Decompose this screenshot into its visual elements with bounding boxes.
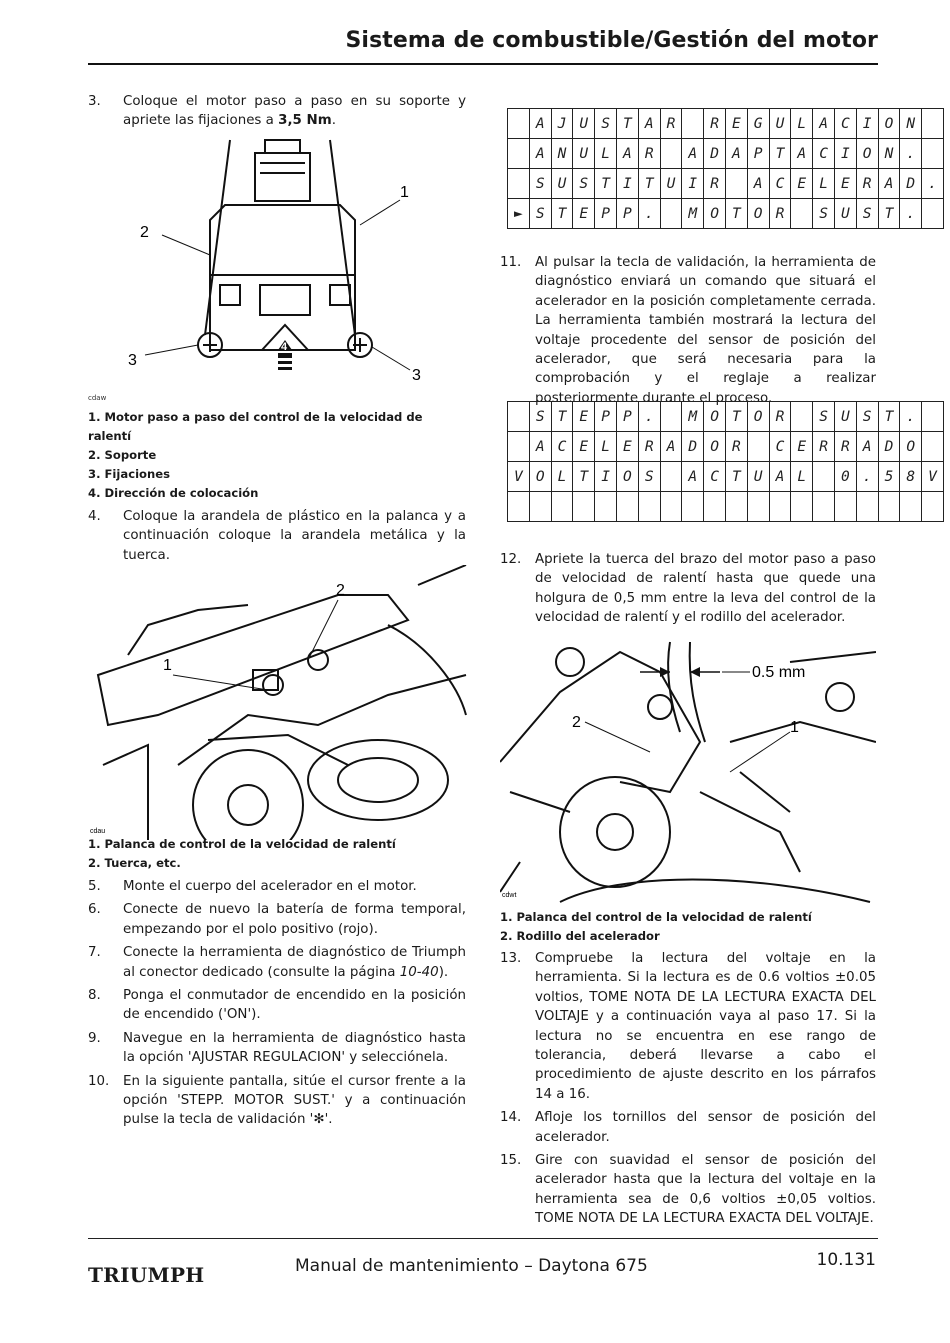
lcd-cell: 0 [834, 462, 856, 492]
lcd-cell [813, 462, 835, 492]
lcd-cell: L [595, 432, 617, 462]
lcd-cell: O [704, 432, 726, 462]
diagnostic-display-voltage [507, 401, 944, 522]
fig2-caption-block [88, 835, 466, 873]
lcd-cell: O [747, 199, 769, 229]
lcd-cell: J [551, 109, 573, 139]
lcd-cell: L [791, 109, 813, 139]
caption-item: 1. Motor paso a paso del control de la velocidad de ralentí [88, 410, 423, 443]
lcd-cell: D [878, 432, 900, 462]
lcd-cell: N [878, 139, 900, 169]
idle-lever-figure [88, 565, 468, 840]
lcd-cell [616, 492, 638, 522]
diagnostic-display-menu [507, 108, 944, 229]
lcd-cell: I [616, 169, 638, 199]
lcd-cell: P [595, 199, 617, 229]
step-14: 14. Afloje los tornillos del sensor de posición del acelerador. [500, 1110, 876, 1145]
lcd-cell: I [595, 462, 617, 492]
lcd-cell: S [595, 109, 617, 139]
lcd-cell [834, 492, 856, 522]
lcd-cell [791, 402, 813, 432]
lcd-cell [922, 492, 944, 522]
caption-item: 2. Rodillo del acelerador [500, 929, 660, 943]
lcd-cell: D [704, 139, 726, 169]
step-9: 9. Navegue en la herramienta de diagnóstico hasta la opción 'AJUSTAR REGULACION' y selecciónela. [88, 1030, 466, 1066]
lcd-cell: A [660, 432, 682, 462]
caption-item: 4. Dirección de colocación [88, 486, 259, 500]
lcd-cell: 8 [900, 462, 922, 492]
step-6: 6. Conecte de nuevo la batería de forma temporal, empezando por el polo positivo (rojo). [88, 902, 466, 937]
lcd-row [508, 139, 944, 169]
lcd-cell: P [747, 139, 769, 169]
fig1-caption-block [88, 394, 466, 565]
lcd-cell: P [616, 199, 638, 229]
lcd-cell: C [813, 139, 835, 169]
lcd-cell: V [922, 462, 944, 492]
lcd-cell [660, 462, 682, 492]
lcd-cell: T [638, 169, 660, 199]
lcd-cell [813, 492, 835, 522]
lcd-cell [922, 432, 944, 462]
lcd-cell: V [508, 462, 530, 492]
gap-label: 0.5 mm [752, 664, 806, 681]
lcd-cell: I [834, 139, 856, 169]
lcd-row [508, 492, 944, 522]
callout-1: 1 [163, 657, 172, 674]
lcd-cell: R [704, 109, 726, 139]
step-10: 10. En la siguiente pantalla, sitúe el cursor frente a la opción 'STEPP. MOTOR SUST.' y a continuación pulse la tecla de validación '✻'. [88, 1073, 466, 1128]
lcd-cell [856, 492, 878, 522]
lcd-cell: E [725, 109, 747, 139]
lcd-cell: S [573, 169, 595, 199]
lcd-cell: T [551, 402, 573, 432]
lcd-cell: A [682, 139, 704, 169]
lcd-cell [551, 492, 573, 522]
lcd-row [508, 432, 944, 462]
lcd-cell: A [769, 462, 791, 492]
lcd-cell: T [769, 139, 791, 169]
lcd-row [508, 169, 944, 199]
lcd-cell: I [682, 169, 704, 199]
lcd-cell: R [638, 139, 660, 169]
lcd-cell [660, 492, 682, 522]
lcd-cell [747, 492, 769, 522]
lcd-cell: D [900, 169, 922, 199]
lcd-cell: S [638, 462, 660, 492]
lcd-cell: A [529, 432, 551, 462]
lcd-cell [660, 402, 682, 432]
lcd-cell: L [595, 139, 617, 169]
lcd-cell [660, 199, 682, 229]
lcd-cell: . [922, 169, 944, 199]
lcd-cell [791, 492, 813, 522]
brand-logo: TRIUMPH [88, 1263, 205, 1287]
lcd-cell: . [900, 402, 922, 432]
lcd-cell: U [551, 169, 573, 199]
lcd-cell: U [573, 139, 595, 169]
step-3 [88, 92, 466, 131]
lcd-cell: E [616, 432, 638, 462]
callout-2: 2 [572, 714, 581, 731]
lcd-cell: . [856, 462, 878, 492]
header-rule [88, 63, 878, 65]
lcd-cell [900, 492, 922, 522]
idle-gap-figure [500, 632, 876, 907]
lcd-cell: R [813, 432, 835, 462]
step-text: Coloque el motor paso a paso en su soporte y apriete las fijaciones a 3,5 Nm. [123, 94, 466, 129]
stepper-motor-figure [120, 135, 440, 395]
lcd-cell: O [900, 432, 922, 462]
lcd-cell: S [813, 402, 835, 432]
lcd-cell: U [769, 109, 791, 139]
lcd-cell: R [856, 169, 878, 199]
lcd-cell: A [725, 139, 747, 169]
lcd-cell: A [529, 139, 551, 169]
lcd-cell [878, 492, 900, 522]
step-5: 5. Monte el cuerpo del acelerador en el motor. [88, 879, 417, 894]
lcd-cell: U [573, 109, 595, 139]
lcd-cell: A [682, 462, 704, 492]
caption-item: 1. Palanca de control de la velocidad de ralentí [88, 837, 396, 851]
lcd-row [508, 199, 944, 229]
lcd-cell: . [638, 402, 660, 432]
lcd-cell: L [551, 462, 573, 492]
lcd-cell: O [529, 462, 551, 492]
lcd-cell: S [529, 199, 551, 229]
lcd-cell: M [682, 199, 704, 229]
lcd-cell: T [725, 462, 747, 492]
lcd-cell: O [747, 402, 769, 432]
page-number: 10.131 [816, 1250, 876, 1270]
steps-5-10 [88, 877, 466, 1130]
lcd-cell: R [638, 432, 660, 462]
callout-3b: 3 [412, 367, 421, 384]
lcd-cell: T [878, 199, 900, 229]
lcd-cell: N [900, 109, 922, 139]
caption-item: 2. Soporte [88, 448, 157, 462]
lcd-cell: R [834, 432, 856, 462]
lcd-cell: C [551, 432, 573, 462]
step-number: 3. [88, 94, 101, 109]
lcd-cell: . [900, 199, 922, 229]
lcd-cell: A [791, 139, 813, 169]
lcd-cell: T [573, 462, 595, 492]
lcd-cell [508, 402, 530, 432]
manual-title: Manual de mantenimiento – Daytona 675 [295, 1256, 648, 1276]
lcd-cell: L [813, 169, 835, 199]
steps-13-15 [500, 949, 876, 1229]
lcd-cell [704, 492, 726, 522]
lcd-cell: T [595, 169, 617, 199]
lcd-cell: T [551, 199, 573, 229]
step-text: Coloque la arandela de plástico en la palanca y a continuación coloque la arandela metálica y la tuerca. [123, 509, 466, 563]
figure-code: cdau [90, 828, 106, 835]
callout-2: 2 [336, 582, 345, 599]
lcd-cell: E [834, 169, 856, 199]
lcd-cell [573, 492, 595, 522]
lcd-cell: P [616, 402, 638, 432]
lcd-cell [682, 492, 704, 522]
lcd-cell: E [573, 402, 595, 432]
lcd-cell: M [682, 402, 704, 432]
figure-code: cdaw [88, 394, 107, 402]
lcd-cell: T [725, 199, 747, 229]
lcd-row [508, 462, 944, 492]
lcd-cell: A [813, 109, 835, 139]
lcd-cell: C [769, 432, 791, 462]
lcd-cell: T [616, 109, 638, 139]
lcd-cell: E [791, 169, 813, 199]
callout-4: 4 [281, 341, 288, 353]
lcd-cell: U [834, 402, 856, 432]
lcd-cell [922, 402, 944, 432]
footer-rule [88, 1238, 878, 1239]
step-13: 13. Compruebe la lectura del voltaje en la herramienta. Si la lectura es de 0.6 voltios ±0.05 voltios, TOME NOTA DE LA LECTURA EXACTA DEL VOLTAJE y a continuación vaya al paso 17. Si la lectura no se encuentra en ese rango de tolerancia, deberá llevarse a cabo el procedimiento de ajuste descrito en los párrafos 14 a 16. [500, 951, 876, 1102]
lcd-cell: L [791, 462, 813, 492]
step-11-block [500, 253, 876, 408]
lcd-cell [660, 139, 682, 169]
callout-1: 1 [400, 184, 409, 201]
caption-item: 3. Fijaciones [88, 467, 171, 481]
step-12-block [500, 550, 876, 628]
lcd-cell: R [660, 109, 682, 139]
lcd-cell: T [725, 402, 747, 432]
lcd-cell [529, 492, 551, 522]
lcd-cell: A [878, 169, 900, 199]
lcd-cell: R [725, 432, 747, 462]
lcd-cell: . [638, 199, 660, 229]
lcd-cell: U [834, 199, 856, 229]
lcd-cell: O [616, 462, 638, 492]
lcd-cell [638, 492, 660, 522]
lcd-cell: . [900, 139, 922, 169]
caption-item: 1. Palanca del control de la velocidad de ralentí [500, 910, 812, 924]
lcd-cell: A [856, 432, 878, 462]
lcd-cell: E [573, 432, 595, 462]
step-8: 8. Ponga el conmutador de encendido en la posición de encendido ('ON'). [88, 988, 466, 1023]
lcd-cell: C [769, 169, 791, 199]
lcd-cell: R [769, 199, 791, 229]
lcd-cell: R [769, 402, 791, 432]
lcd-cell: U [747, 462, 769, 492]
lcd-cell: A [616, 139, 638, 169]
lcd-cell: S [529, 169, 551, 199]
lcd-cell: E [573, 199, 595, 229]
lcd-cell: O [856, 139, 878, 169]
lcd-cell: S [856, 402, 878, 432]
lcd-cell [508, 109, 530, 139]
lcd-cell: N [551, 139, 573, 169]
lcd-cell [508, 432, 530, 462]
lcd-cell [747, 432, 769, 462]
step-number: 4. [88, 509, 101, 524]
left-column [88, 92, 466, 131]
lcd-cell [922, 199, 944, 229]
lcd-cell [769, 492, 791, 522]
lcd-cell [508, 139, 530, 169]
caption-item: 2. Tuerca, etc. [88, 856, 181, 870]
lcd-cell [508, 492, 530, 522]
lcd-cell [595, 492, 617, 522]
lcd-cell: S [856, 199, 878, 229]
lcd-cell [725, 492, 747, 522]
lcd-cell: D [682, 432, 704, 462]
lcd-cell: I [856, 109, 878, 139]
callout-3a: 3 [128, 352, 137, 369]
lcd-row [508, 109, 944, 139]
lcd-cell [922, 109, 944, 139]
page-title: Sistema de combustible/Gestión del motor [345, 28, 878, 53]
lcd-cell: T [878, 402, 900, 432]
lcd-cell: C [704, 462, 726, 492]
step-4 [88, 507, 466, 565]
lcd-cell: O [704, 199, 726, 229]
lcd-cell: O [878, 109, 900, 139]
lcd-cell: A [747, 169, 769, 199]
lcd-cell: E [791, 432, 813, 462]
lcd-cell: ► [508, 199, 530, 229]
lcd-cell [725, 169, 747, 199]
lcd-cell [791, 199, 813, 229]
lcd-cell [922, 139, 944, 169]
lcd-cell: A [638, 109, 660, 139]
lcd-cell: A [529, 109, 551, 139]
step-15: 15. Gire con suavidad el sensor de posición del acelerador hasta que la lectura del voltaje en la herramienta sea de 0,6 voltios ±0,05 voltios. TOME NOTA DE LA LECTURA EXACTA DEL VOLTAJE. [500, 1153, 876, 1227]
lcd-row [508, 402, 944, 432]
step-11: 11. Al pulsar la tecla de validación, la herramienta de diagnóstico enviará un comando que situará el acelerador en la posición completamente cerrada. La herramienta también mostrará la lectura del voltaje procedente del sensor de posición del acelerador, que será necesaria para la comprobación y el reglaje a realizar posteriormente durante el proceso. [500, 255, 876, 406]
lcd-cell: 5 [878, 462, 900, 492]
lcd-cell: O [704, 402, 726, 432]
lcd-cell: R [704, 169, 726, 199]
lcd-cell: S [813, 199, 835, 229]
figure-code: cdwt [502, 892, 517, 899]
step-7: 7. Conecte la herramienta de diagnóstico de Triumph al conector dedicado (consulte la página 10-40). [88, 945, 466, 980]
lcd-cell: U [660, 169, 682, 199]
lcd-cell [508, 169, 530, 199]
fig3-caption-block [500, 908, 876, 946]
lcd-cell: P [595, 402, 617, 432]
lcd-cell: C [834, 109, 856, 139]
callout-1: 1 [790, 719, 799, 736]
step-12: 12. Apriete la tuerca del brazo del motor paso a paso de velocidad de ralentí hasta que quede una holgura de 0,5 mm entre la leva del control de la velocidad de ralentí y el rodillo del acelerador. [500, 552, 876, 626]
lcd-cell: S [529, 402, 551, 432]
callout-2: 2 [140, 224, 149, 241]
lcd-cell [682, 109, 704, 139]
lcd-cell: G [747, 109, 769, 139]
